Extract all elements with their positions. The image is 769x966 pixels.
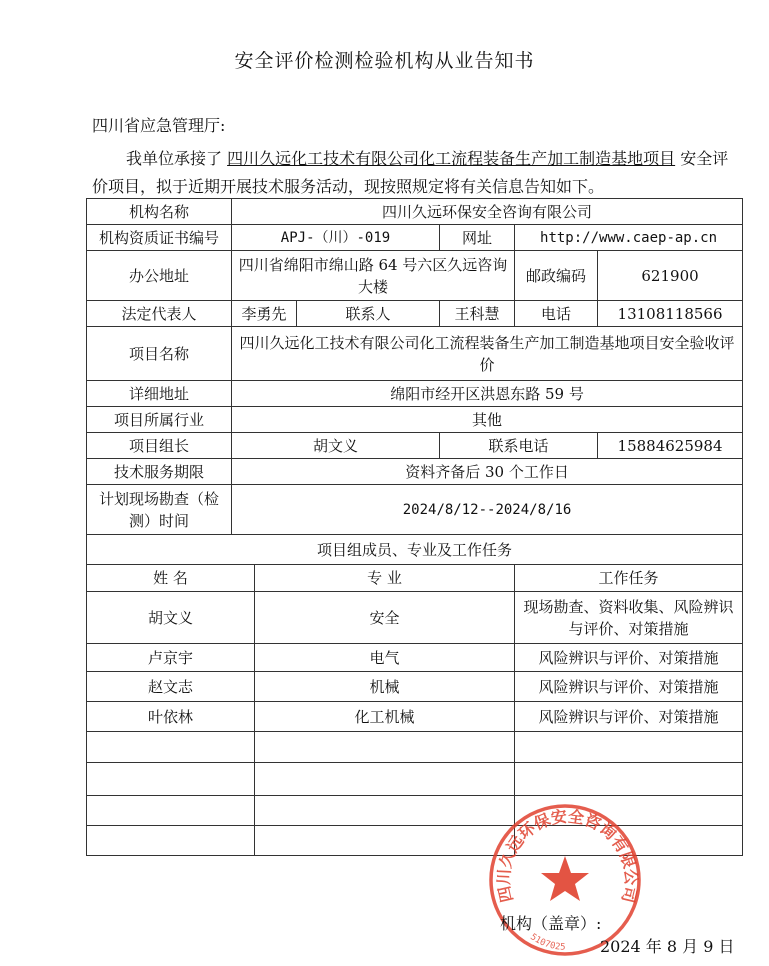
member-name: 卢京宇 — [87, 644, 255, 672]
leader-phone-label: 联系电话 — [440, 433, 598, 459]
address-label: 办公地址 — [87, 251, 232, 301]
detail-address-value: 绵阳市经开区洪恩东路 59 号 — [232, 381, 743, 407]
postcode-value: 621900 — [598, 251, 743, 301]
member-row — [87, 644, 743, 672]
member-major: 电气 — [255, 644, 515, 672]
period-value: 资料齐备后 30 个工作日 — [232, 459, 743, 485]
addressee: 四川省应急管理厅: — [92, 116, 226, 135]
industry-value: 其他 — [232, 407, 743, 433]
contact-value: 王科慧 — [440, 301, 515, 327]
document-title: 安全评价检测检验机构从业告知书 — [234, 50, 535, 72]
member-task: 风险辨识与评价、对策措施 — [515, 644, 743, 672]
svg-text:5107025: 5107025 — [528, 932, 566, 953]
website-label: 网址 — [440, 225, 515, 251]
col-task-header: 工作任务 — [515, 565, 743, 592]
phone-label: 电话 — [515, 301, 598, 327]
col-name-header: 姓 名 — [87, 565, 255, 592]
col-major-header: 专 业 — [255, 565, 515, 592]
cert-label: 机构资质证书编号 — [87, 225, 232, 251]
leader-value: 胡文义 — [232, 433, 440, 459]
intro-paragraph — [92, 145, 742, 201]
notice-table — [86, 198, 743, 856]
member-major: 安全 — [255, 592, 515, 644]
inspect-time-label: 计划现场勘查（检测）时间 — [87, 485, 232, 535]
empty-row — [87, 732, 743, 763]
org-name-value: 四川久远环保安全咨询有限公司 — [232, 199, 743, 225]
cert-value: APJ-（川）-019 — [232, 225, 440, 251]
inspect-time-value: 2024/8/12--2024/8/16 — [232, 485, 743, 535]
leader-label: 项目组长 — [87, 433, 232, 459]
member-row — [87, 702, 743, 732]
address-value: 四川省绵阳市绵山路 64 号六区久远咨询大楼 — [232, 251, 515, 301]
org-stamp-label: 机构（盖章）: — [500, 914, 602, 933]
detail-address-label: 详细地址 — [87, 381, 232, 407]
legal-rep-value: 李勇先 — [232, 301, 297, 327]
project-name-value: 四川久远化工技术有限公司化工流程装备生产加工制造基地项目安全验收评价 — [232, 327, 743, 381]
member-major: 化工机械 — [255, 702, 515, 732]
postcode-label: 邮政编码 — [515, 251, 598, 301]
member-task: 风险辨识与评价、对策措施 — [515, 702, 743, 732]
member-major: 机械 — [255, 672, 515, 702]
project-name-label: 项目名称 — [87, 327, 232, 381]
org-name-label: 机构名称 — [87, 199, 232, 225]
intro-project-name: 四川久远化工技术有限公司化工流程装备生产加工制造基地项目 — [227, 149, 676, 168]
industry-label: 项目所属行业 — [87, 407, 232, 433]
svg-text:四川久远环保安全咨询有限公司: 四川久远环保安全咨询有限公司 — [494, 806, 641, 905]
member-task: 现场勘查、资料收集、风险辨识与评价、对策措施 — [515, 592, 743, 644]
legal-rep-label: 法定代表人 — [87, 301, 232, 327]
member-name: 赵文志 — [87, 672, 255, 702]
contact-label: 联系人 — [297, 301, 440, 327]
member-row — [87, 672, 743, 702]
members-header: 项目组成员、专业及工作任务 — [87, 535, 743, 565]
website-value: http://www.caep-ap.cn — [515, 225, 743, 251]
signing-date: 2024 年 8 月 9 日 — [600, 937, 735, 956]
member-name: 胡文义 — [87, 592, 255, 644]
member-task: 风险辨识与评价、对策措施 — [515, 672, 743, 702]
intro-suffix: 安全评价项目，拟于近期开展技术服务活动，现按照规定将有关信息告知如下。 — [92, 149, 729, 196]
phone-value: 13108118566 — [598, 301, 743, 327]
member-name: 叶依林 — [87, 702, 255, 732]
intro-prefix: 我单位承接了 — [126, 149, 223, 168]
empty-row — [87, 763, 743, 796]
member-row — [87, 592, 743, 644]
period-label: 技术服务期限 — [87, 459, 232, 485]
leader-phone-value: 15884625984 — [598, 433, 743, 459]
